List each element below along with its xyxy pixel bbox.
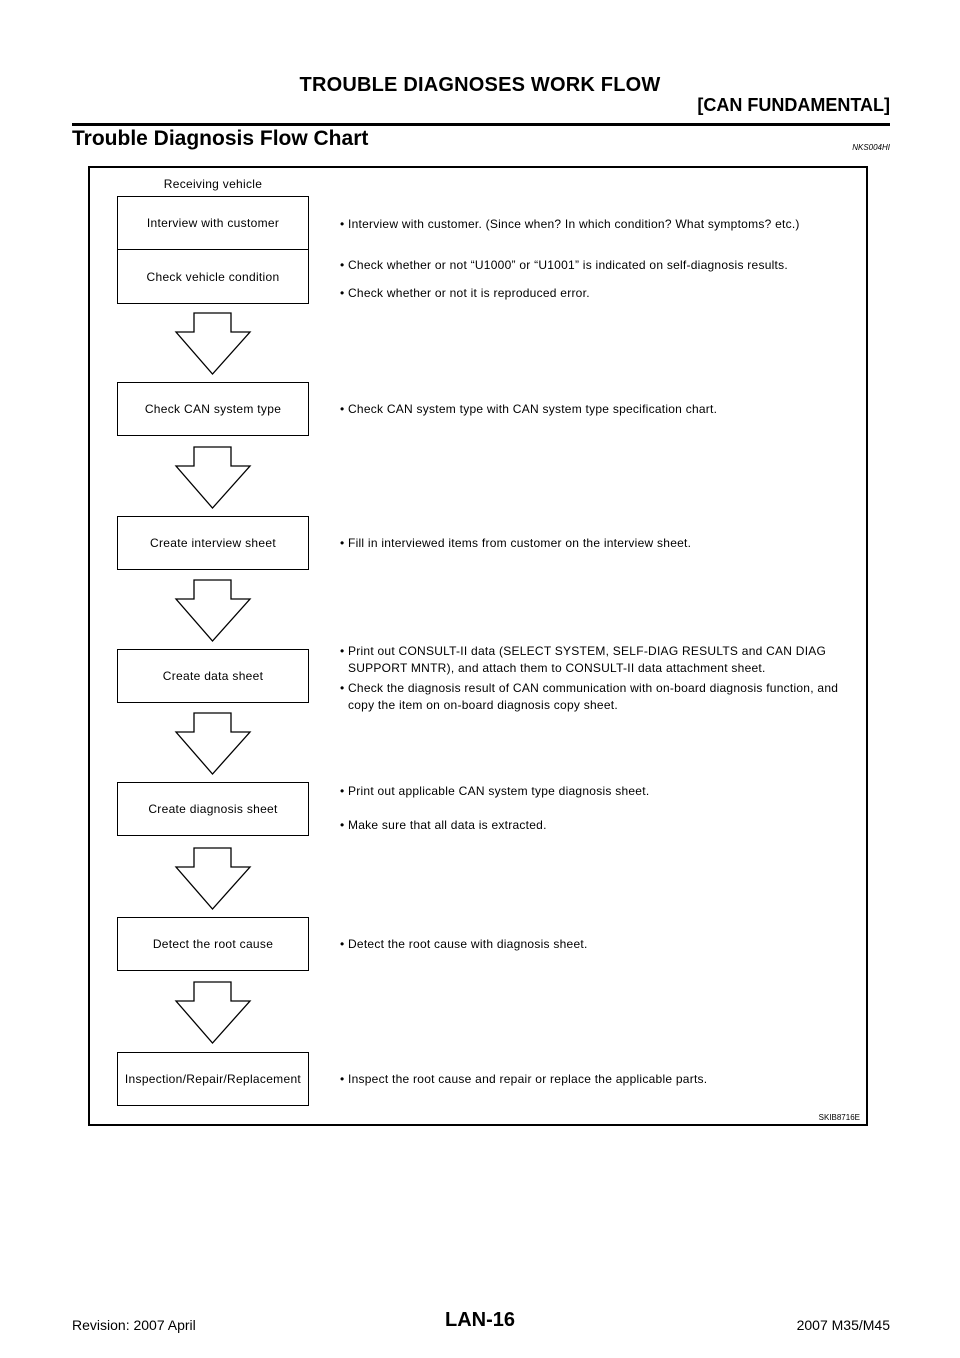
step-box-data-sheet: Create data sheet <box>117 649 309 703</box>
header-rule <box>72 123 890 126</box>
bullet-icon: • <box>340 536 345 550</box>
bullet-icon: • <box>340 937 345 951</box>
step-note: • Check the diagnosis result of CAN communication with on-board diagnosis function, and copy the item on on-board diagnosis copy sheet. <box>340 681 839 712</box>
step-box-interview: Interview with customer <box>117 196 309 250</box>
bullet-icon: • <box>340 784 345 798</box>
step-note: • Fill in interviewed items from customer on the interview sheet. <box>340 536 692 550</box>
flow-arrow-down-icon <box>174 312 252 376</box>
page-number: LAN-16 <box>444 1309 515 1331</box>
step-box-interview-sheet: Create interview sheet <box>117 516 309 570</box>
step-box-check-vehicle: Check vehicle condition <box>117 250 309 304</box>
step-note: • Check CAN system type with CAN system type specification chart. <box>340 402 718 416</box>
step-note: • Check whether or not “U1000” or “U1001” is indicated on self-diagnosis results. <box>340 258 788 272</box>
bullet-icon: • <box>340 1072 345 1086</box>
flow-arrow-down-icon <box>174 712 252 776</box>
step-box-can-type: Check CAN system type <box>117 382 309 436</box>
step-box-root-cause: Detect the root cause <box>117 917 309 971</box>
step-note: • Detect the root cause with diagnosis sheet. <box>340 937 588 951</box>
step-note: • Print out CONSULT-II data (SELECT SYSTEM, SELF-DIAG RESULTS and CAN DIAG SUPPORT MNTR), and attach them to CONSULT-II data attachment sheet. <box>340 644 827 675</box>
step-note: • Print out applicable CAN system type diagnosis sheet. <box>340 784 650 798</box>
figure-id: SKIB8716E <box>818 1113 860 1122</box>
section-tag: [CAN FUNDAMENTAL] <box>697 95 890 115</box>
flow-arrow-down-icon <box>174 981 252 1045</box>
bullet-icon: • <box>340 644 345 658</box>
start-label: Receiving vehicle <box>163 177 263 191</box>
step-note: • Interview with customer. (Since when? In which condition? What symptoms? etc.) <box>340 217 800 231</box>
bullet-icon: • <box>340 681 345 695</box>
bullet-icon: • <box>340 818 345 832</box>
chart-heading: Trouble Diagnosis Flow Chart <box>72 127 369 150</box>
bullet-icon: • <box>340 217 345 231</box>
page-title: TROUBLE DIAGNOSES WORK FLOW <box>299 74 661 96</box>
step-note: • Make sure that all data is extracted. <box>340 818 547 832</box>
flow-arrow-down-icon <box>174 446 252 510</box>
flow-arrow-down-icon <box>174 579 252 643</box>
bullet-icon: • <box>340 402 345 416</box>
revision-label: Revision: 2007 April <box>72 1317 196 1333</box>
bullet-icon: • <box>340 286 345 300</box>
step-box-repair: Inspection/Repair/Replacement <box>117 1052 309 1106</box>
step-note: • Check whether or not it is reproduced error. <box>340 286 590 300</box>
flow-arrow-down-icon <box>174 847 252 911</box>
reference-code: NKS004HI <box>852 143 890 152</box>
bullet-icon: • <box>340 258 345 272</box>
step-box-diagnosis-sheet: Create diagnosis sheet <box>117 782 309 836</box>
model-label: 2007 M35/M45 <box>796 1317 890 1333</box>
step-note: • Inspect the root cause and repair or replace the applicable parts. <box>340 1072 708 1086</box>
